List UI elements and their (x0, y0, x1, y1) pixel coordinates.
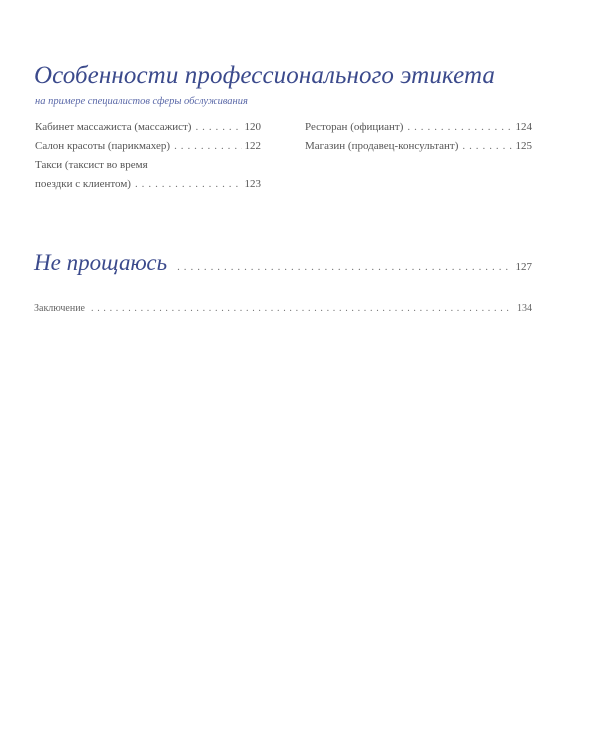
conclusion-page: 134 (517, 303, 532, 314)
toc-entry-page: 122 (244, 140, 261, 152)
toc-entry-label: Кабинет массажиста (массажист) (35, 121, 192, 133)
toc-entry-label-line1: Такси (таксист во время (35, 159, 148, 171)
toc-entry-label: Салон красоты (парикмахер) (35, 140, 171, 152)
toc-leader-dots (135, 175, 242, 194)
toc-entry-shop[interactable] (305, 137, 532, 156)
conclusion-label: Заключение (34, 303, 85, 314)
toc-leader-dots (91, 303, 513, 314)
toc-conclusion-entry[interactable] (34, 303, 532, 314)
toc-entry-beauty-salon[interactable] (35, 137, 261, 156)
toc-leader-dots (177, 261, 511, 273)
toc-leader-dots (174, 137, 241, 156)
toc-entry-label: Магазин (продавец-консультант) (305, 140, 459, 152)
toc-entry-label: Ресторан (официант) (305, 121, 404, 133)
toc-column-right (305, 118, 532, 156)
toc-entry-page: 125 (515, 140, 532, 152)
toc-entry-page: 120 (244, 121, 261, 133)
chapter-title: Не прощаюсь (34, 250, 168, 275)
toc-leader-dots (195, 118, 241, 137)
toc-entry-massage[interactable] (35, 118, 261, 137)
toc-chapter-entry[interactable] (34, 250, 532, 276)
section-title: Особенности профессионального этикета (34, 62, 496, 89)
toc-entry-page: 123 (244, 178, 261, 190)
chapter-page: 127 (515, 261, 532, 273)
toc-entry-restaurant[interactable] (305, 118, 532, 137)
toc-entry-taxi[interactable] (35, 156, 261, 194)
toc-column-left (35, 118, 261, 194)
toc-entry-page: 124 (515, 121, 532, 133)
toc-leader-dots (462, 137, 512, 156)
toc-entry-label-line2: поездки с клиентом) (35, 178, 131, 190)
toc-leader-dots (407, 118, 512, 137)
section-subtitle: на примере специалистов сферы обслуживания (35, 96, 248, 107)
